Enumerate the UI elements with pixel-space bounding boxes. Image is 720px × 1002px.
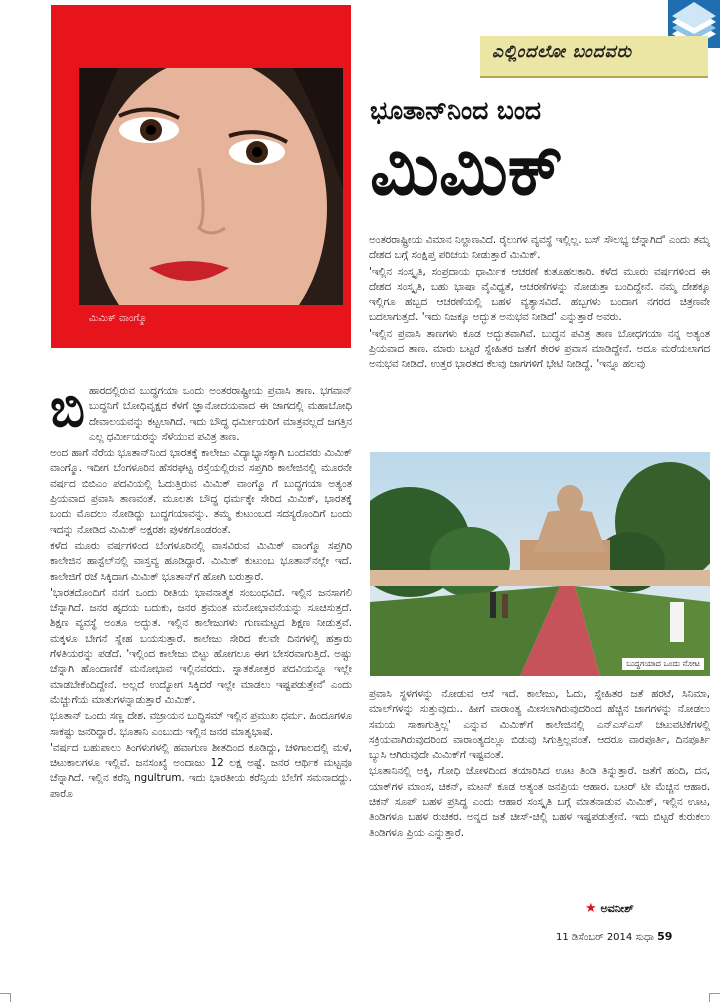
paragraph: ಅಂತರರಾಷ್ಟ್ರೀಯ ವಿಮಾನ ನಿಲ್ದಾಣವಿದೆ. ರೈಲುಗಳ ವ್ಯವಸ್ಥೆ ಇಲ್ಲಿಲ್ಲ. ಬಸ್ ಸೌಲಭ್ಯ ಚೆನ್ನಾಗಿದೆ' ಎಂದು ತಮ್ಮ ದೇಶದ ಬಗ್ಗೆ ಸಂಕ್ಷಿಪ್ತ ಪರಿಚಯ ನೀಡುತ್ತಾರೆ ಮಿಮಿಕ್. (369, 234, 710, 262)
crop-mark (709, 993, 720, 994)
portrait-photo (79, 68, 343, 305)
folio-magazine: ಸುಧಾ (635, 932, 654, 943)
portrait-frame (51, 5, 351, 348)
drop-cap: ಬಿ (50, 384, 85, 439)
photo-caption: ಬುದ್ಧಗಯಾದ ಒಂದು ನೋಟ (622, 658, 704, 670)
paragraph: 'ಇಲ್ಲಿನ ಪ್ರವಾಸಿ ತಾಣಗಳು ಕೂಡ ಅದ್ಭುತವಾಗಿವೆ. ಬುದ್ಧನ ಪವಿತ್ರ ತಾಣ ಬೋಧಗಯಾ ನನ್ನ ಅತ್ಯಂತ ಪ್ರಿಯವಾದ ತಾಣ. ಮಾರು ಬಟ್ಟರೆ ಸ್ನೇಹಿತರ ಜತೆಗೆ ಕೇರಳ ಪ್ರವಾಸ ಮಾಡಿದ್ದೇನೆ. ಅದೂ ಮರೆಯಲಾಗದ ಅನುಭವ ನೀಡಿದೆ. ಉತ್ತರ ಭಾರತದ ಕೆಲವು ಜಾಗಗಳಿಗೆ ಭೇಟಿ ನೀಡಿದ್ದೆ. 'ಇನ್ನೂ ಹಲವು (369, 327, 710, 371)
paragraph: 'ಇಲ್ಲಿನ ಸಂಸ್ಕೃತಿ, ಸಂಪ್ರದಾಯ ಧಾರ್ಮಿಕ ಆಚರಣೆ ಕುತೂಹಲಕಾರಿ. ಕಳೆದ ಮೂರು ವರ್ಷಗಳಿಂದ ಈ ದೇಶದ ಸಂಸ್ಕೃತಿ, ಬಹು ಭಾಷಾ ವೈವಿಧ್ಯತೆ, ಆಚರಣೆಗಳನ್ನು ನೋಡುತ್ತಾ ಬಂದಿದ್ದೇನೆ. ನಮ್ಮ ದೇಶಕ್ಕೂ ಇಲ್ಲಿಗೂ ಹಬ್ಬದ ಆಚರಣೆಯಲ್ಲಿ ಬಹಳ ವ್ಯತ್ಯಾಸವಿದೆ. ಹಬ್ಬಗಳು ಬಂದಾಗ ನಗರದ ಚಿತ್ರಣವೇ ಬದಲಾಗುತ್ತದೆ. 'ಇದು ನಿಜಕ್ಕೂ ಅದ್ಭುತ ಅನುಭವ ನೀಡಿದೆ' ಎನ್ನುತ್ತಾರೆ ಅವರು. (369, 265, 710, 324)
article-column-right-bottom (369, 687, 710, 899)
crop-mark (0, 993, 10, 994)
paragraph: ಹಾರದಲ್ಲಿರುವ ಬುದ್ಧಗಯಾ ಒಂದು ಅಂತರರಾಷ್ಟ್ರೀಯ ಪ್ರವಾಸಿ ತಾಣ. ಭಗವಾನ್ ಬುದ್ಧನಿಗೆ ಬೋಧಿವೃಕ್ಷದ ಕೆಳಗೆ ಜ್ಞಾನೋದಯವಾದ ಈ ಜಾಗದಲ್ಲಿ ಮಹಾಬೋಧಿ ದೇವಾಲಯವನ್ನು ಕಟ್ಟಲಾಗಿದೆ. ಇದು ಬೌದ್ಧ ಧರ್ಮೀಯರಿಗೆ ಮಾತ್ರವಲ್ಲದೆ ಜಗತ್ತಿನ ಎಲ್ಲ ಧರ್ಮೀಯರನ್ನು ಸೆಳೆಯುವ ಪವಿತ್ರ ತಾಣ. (88, 385, 352, 443)
folio-page-number: 59 (657, 930, 673, 943)
section-tag (480, 36, 708, 78)
paragraph: 'ಭಾರತದೊಂದಿಗೆ ನನಗೆ ಒಂದು ರೀತಿಯ ಭಾವನಾತ್ಮಕ ಸಂಬಂಧವಿದೆ. ಇಲ್ಲಿನ ಜನಸಾಗಲಿ ಚೆನ್ನಾಗಿದೆ. ಜನರ ಹೃದಯ ಬದುಕು, ಜನರ ಶ್ರಮಂತ ಮನೋಭಾವನೆಯನ್ನು ಸೂಚಿಸುತ್ತದೆ. ಶಿಕ್ಷಣ ವ್ಯವಸ್ಥೆ ಅಂತೂ ಅದ್ಭುತ. ಇಲ್ಲಿನ ಕಾಲೇಜುಗಳು ಗುಣಮಟ್ಟದ ಶಿಕ್ಷಣ ನೀಡುತ್ತವೆ. ಮಕ್ಕಳೂ ಬೇಗನೆ ಸ್ನೇಹ ಬಯಸುತ್ತಾರೆ. ಕಾಲೇಜು ಸೇರಿದ ಕೆಲವೇ ದಿನಗಳಲ್ಲಿ ಹತ್ತಾರು ಗೆಳತಿಯರನ್ನು ಪಡೆದೆ. 'ಇಲ್ಲಿಂದ ಕಾಲೇಜು ಬಿಟ್ಟು ಹೋಗಲೂ ಈಗ ಬೇಸರವಾಗುತ್ತಿದೆ. ಅಷ್ಟು ಚೆನ್ನಾಗಿ ಹೊಂದಾಣಿಕೆ ಮನೋಭಾವ ಇಲ್ಲಿನವರದು. ಸ್ನಾತಕೋತ್ತರ ಪದವಿಯನ್ನೂ ಇಲ್ಲೇ ಮಾಡಬೇಕೆಂದಿದ್ದೇನೆ. ಅಲ್ಲದೆ ಉದ್ಯೋಗ ಸಿಕ್ಕಿದರೆ ಇಲ್ಲೇ ಮಾಡಲು ಇಷ್ಟಪಡುತ್ತೇನೆ' ಎಂದು ಮೆಚ್ಚುಗೆಯ ಮಾತುಗಳನ್ನಾಡುತ್ತಾರೆ ಮಿಮಿಕ್. (50, 586, 352, 706)
paragraph: ಭೂತಾನಿನಲ್ಲಿ ಅಕ್ಕಿ, ಗೋಧಿ ಜೋಳದಿಂದ ತಯಾರಿಸಿದ ಊಟ ತಿಂಡಿ ತಿನ್ನುತ್ತಾರೆ. ಜತೆಗೆ ಹಂದಿ, ದನ, ಯಾಕ್‌ಗಳ ಮಾಂಸ, ಚಿಕನ್, ಮಟನ್ ಕೂಡ ಅತ್ಯಂತ ಜನಪ್ರಿಯ ಆಹಾರ. ಬಟರ್ ಟೀ ಮೆಚ್ಚಿನ ಆಹಾರ. ಚಿಕನ್ ಸೂಪ್ ಬಹಳ ಪ್ರಸಿದ್ಧ ಎಂದು ಆಹಾರ ಸಂಸ್ಕೃತಿ ಬಗ್ಗೆ ಮಾತನಾಡುವ ಮಿಮಿಕ್, ಇಲ್ಲಿನ ಊಟ, ತಿಂಡಿಗಳೂ ಬಹಳ ರುಚಿಕರ. ಅನ್ನದ ಜತೆ ಚೀಸ್-ಚಿಲ್ಲಿ ಬಹಳ ಇಷ್ಟಪಡುತ್ತೇನೆ. ಇದು ಬಿಟ್ಟರೆ ಕುರುಕಲು ತಿಂಡಿಗಳೂ ಪ್ರಿಯ ಎನ್ನುತ್ತಾರೆ. (369, 765, 710, 839)
paragraph: ಕಳೆದ ಮೂರು ವರ್ಷಗಳಿಂದ ಬೆಂಗಳೂರಿನಲ್ಲಿ ವಾಸವಿರುವ ಮಿಮಿಕ್ ವಾಂಗ್ಮೊ ಸಪ್ತಗಿರಿ ಕಾಲೇಜಿನ ಹಾಸ್ಟೆಲ್‌ನಲ್ಲಿ ವಾಸ್ತವ್ಯ ಹೂಡಿದ್ದಾರೆ. ಮಿಮಿಕ್ ಕುಟುಂಬ ಭೂತಾನ್‌ನಲ್ಲೇ ಇದೆ. ಕಾಲೇಜಿಗೆ ರಜೆ ಸಿಕ್ಕಿದಾಗ ಮಿಮಿಕ್ ಭೂತಾನ್‌ಗೆ ಹೋಗಿ ಬರುತ್ತಾರೆ. (50, 539, 352, 583)
headline-line-2: ಮಿಮಿಕ್ (370, 126, 564, 211)
crop-mark (10, 993, 11, 1002)
section-tag-label: ಎಲ್ಲಿಂದಲೋ ಬಂದವರು (492, 42, 632, 62)
paragraph: ಅಂದ ಹಾಗೆ ನೆರೆಯ ಭೂತಾನ್‌ನಿಂದ ಭಾರತಕ್ಕೆ ಕಾಲೇಜು ವಿದ್ಯಾಭ್ಯಾಸಕ್ಕಾಗಿ ಬಂದವರು ಮಿಮಿಕ್ ವಾಂಗ್ಮೊ. ಇದೀಗ ಬೆಂಗಳೂರಿನ ಹೆಸರಘಟ್ಟ ರಸ್ತೆಯಲ್ಲಿರುವ ಸಪ್ತಗಿರಿ ಕಾಲೇಜಿನಲ್ಲಿ ಮೂರನೇ ವರ್ಷದ ಬಿಬಿಎಂ ಪದವಿಯಲ್ಲಿ ಓದುತ್ತಿರುವ ಮಿಮಿಕ್ ವಾಂಗ್ಮೊ ಗೆ ಬುದ್ಧಗಯಾ ಅತ್ಯಂತ ಪ್ರಿಯವಾದ ಪ್ರವಾಸಿ ತಾಣವಂತೆ. ಮೂಲತಃ ಬೌದ್ಧ ಧರ್ಮಕ್ಕೇ ಸೇರಿದ ಮಿಮಿಕ್, ಭಾರತಕ್ಕೆ ಬಂದು ಮೊದಲು ನೋಡಿದ್ದು ಬುದ್ಧಗಯಾವನ್ನು. ತಮ್ಮ ಕುಟುಂಬದ ಸದಸ್ಯರೊಂದಿಗೆ ಬಂದು ಇದನ್ನು ನೋಡಿದ ಮಿಮಿಕ್ ಅಕ್ಷರಶಃ ಪುಳಕಗೊಂಡರಂತೆ. (50, 447, 352, 536)
paragraph: 'ವರ್ಷದ ಬಹುಪಾಲು ತಿಂಗಳುಗಳಲ್ಲಿ ಹವಾಗುಣ ಶೀತದಿಂದ ಕೂಡಿದ್ದು, ಚಳಿಗಾಲದಲ್ಲಿ ಮಳೆ, ಚಿಟುಕಾಲಗಳೂ ಇಲ್ಲಿವೆ. ಜನಸಂಖ್ಯೆ ಅಂದಾಜು 12 ಲಕ್ಷ ಅಷ್ಟೆ. ಜನರ ಆರ್ಥಿಕ ಮಟ್ಟವೂ ಚೆನ್ನಾಗಿದೆ. ಇಲ್ಲಿನ ಕರೆನ್ಸಿ ngultrum. ಇದು ಭಾರತೀಯ ಕರೆನ್ಸಿಯ ಬೆಲೆಗೆ ಸಮನಾದದ್ದು. ಪಾರೊ (50, 741, 352, 800)
paragraph: ಭೂತಾನ್ ಒಂದು ಸಣ್ಣ ದೇಶ. ವಜ್ರಾಯನ ಬುದ್ಧಿಸಮ್ ಇಲ್ಲಿನ ಪ್ರಮುಖ ಧರ್ಮ. ಹಿಂದೂಗಳೂ ಸಾಕಷ್ಟು ಜನರಿದ್ದಾರೆ. ಭೂತಾನಿ ಎಂಬುದು ಇಲ್ಲಿನ ಜನರ ಮಾತೃಭಾಷೆ. (50, 710, 352, 738)
crop-mark (709, 993, 710, 1002)
portrait-caption: ಮಿಮಿಕ್ ವಾಂಗ್ಮೊ (89, 313, 147, 324)
headline-line-1: ಭೂತಾನ್‌ನಿಂದ ಬಂದ (370, 96, 542, 125)
article-column-right-top (369, 233, 710, 439)
folio-date: 11 ಡಿಸೆಂಬರ್ 2014 (556, 932, 633, 943)
author-byline (585, 901, 634, 916)
article-column-left (50, 384, 352, 896)
author-name: ಅವನೀಶ್ (600, 902, 634, 915)
paragraph: ಪ್ರವಾಸಿ ಸ್ಥಳಗಳನ್ನು ನೋಡುವ ಆಸೆ ಇದೆ. ಕಾಲೇಜು, ಓದು, ಸ್ನೇಹಿತರ ಜತೆ ಹರಟೆ, ಸಿನಿಮಾ, ಮಾಲ್‌ಗಳನ್ನು ಸುತ್ತುವುದು.. ಹೀಗೆ ವಾರಾಂತ್ಯ ಮೀಸಲಾಗಿರುವುದರಿಂದ ಹೆಚ್ಚಿನ ಜಾಗಗಳನ್ನು ನೋಡಲು ಸಮಯ ಸಾಕಾಗುತ್ತಿಲ್ಲ' ಎನ್ನುವ ಮಿಮಿಕ್‌ಗೆ ಕಾಲೇಜಿನಲ್ಲಿ ಎನ್‌ಎಸ್‌ಎಸ್ ಚಟುವಟಿಕೆಗಳಲ್ಲಿ ಸಕ್ರಿಯವಾಗಿರುವುದರಿಂದ ವಾರಾಂತ್ಯದಲ್ಲೂ ಬಿಡುವು ಸಿಗುತ್ತಿಲ್ಲವಂತೆ. ಆದರೂ ವಾರಪೂರ್ತಿ, ದಿನಪೂರ್ತಿ ಬ್ಯುಸಿ ಆಗಿರುವುದೇ ಮಿಮಿಕ್‌ಗೆ ಇಷ್ಟವಂತೆ. (369, 688, 710, 762)
buddha-statue-photo (370, 452, 710, 676)
page-folio (556, 930, 672, 943)
star-icon: ★ (585, 901, 597, 916)
